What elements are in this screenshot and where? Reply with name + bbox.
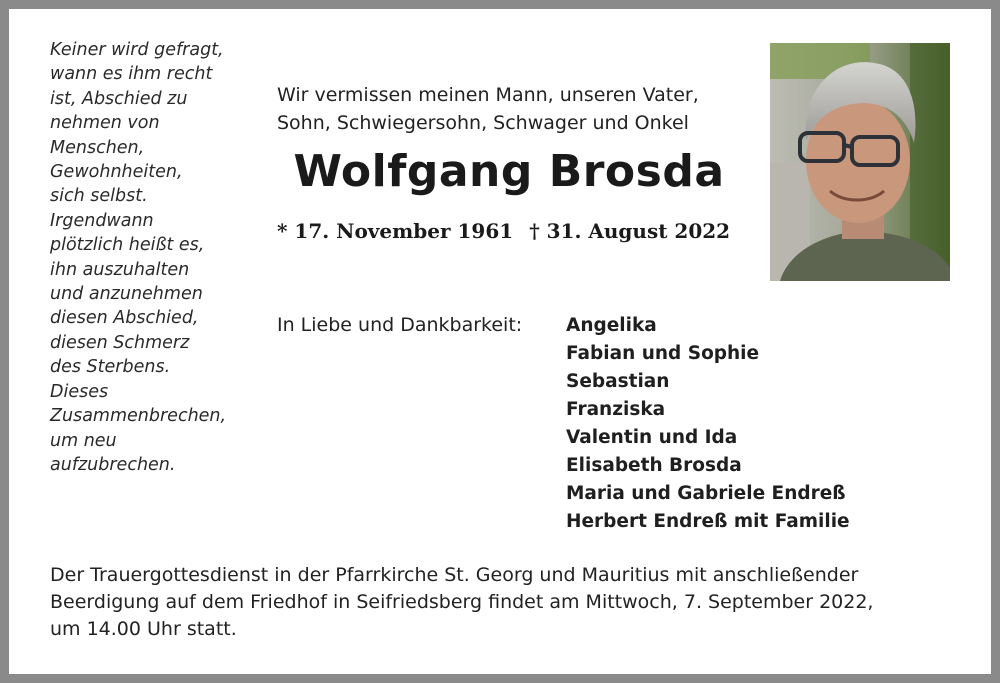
poem-line: Menschen, [50, 137, 145, 158]
footer-line: Der Trauergottesdienst in der Pfarrkirche St. Georg und Mauritius mit anschließender [50, 564, 859, 586]
poem-line: nehmen von [50, 113, 160, 134]
poem-line: Zusammenbrechen, [50, 406, 227, 427]
mourner-name: Angelika [566, 315, 657, 336]
poem-line: um neu [50, 430, 117, 451]
poem-line: Irgendwann [50, 210, 154, 231]
mourner-name: Fabian und Sophie [566, 343, 760, 364]
birth-date: * 17. November 1961 [277, 219, 514, 243]
poem-line: Gewohnheiten, [50, 162, 183, 183]
poem-line: sich selbst. [50, 186, 148, 207]
poem-line: diesen Schmerz [50, 332, 190, 353]
mourner-name: Herbert Endreß mit Familie [566, 511, 850, 532]
footer-line: um 14.00 Uhr statt. [50, 618, 237, 640]
poem-line: Dieses [50, 381, 109, 402]
intro-line: Wir vermissen meinen Mann, unseren Vater, [277, 84, 699, 106]
poem-line: aufzubrechen. [50, 454, 176, 475]
poem-line: ihn auszuhalten [50, 259, 190, 280]
mourner-name: Elisabeth Brosda [566, 455, 742, 476]
poem [50, 38, 260, 477]
intro-text [277, 81, 747, 137]
poem-line: plötzlich heißt es, [50, 235, 205, 256]
poem-line: und anzunehmen [50, 284, 203, 305]
life-dates [277, 219, 730, 243]
obituary-card [9, 9, 991, 674]
death-date: † 31. August 2022 [529, 219, 731, 243]
poem-line: ist, Abschied zu [50, 88, 188, 109]
thanks-label: In Liebe und Dankbarkeit: [277, 314, 523, 336]
service-details [50, 562, 970, 643]
intro-line: Sohn, Schwiegersohn, Schwager und Onkel [277, 112, 689, 134]
portrait-photo [770, 43, 950, 281]
footer-line: Beerdigung auf dem Friedhof in Seifriedsberg findet am Mittwoch, 7. September 2022, [50, 591, 874, 613]
poem-line: des Sterbens. [50, 357, 171, 378]
deceased-name: Wolfgang Brosda [293, 146, 725, 197]
poem-line: wann es ihm recht [50, 64, 213, 85]
mourners-list [566, 312, 850, 536]
mourner-name: Franziska [566, 399, 666, 420]
mourner-name: Valentin und Ida [566, 427, 738, 448]
mourner-name: Maria und Gabriele Endreß [566, 483, 846, 504]
poem-line: diesen Abschied, [50, 308, 199, 329]
mourner-name: Sebastian [566, 371, 670, 392]
poem-line: Keiner wird gefragt, [50, 40, 224, 60]
